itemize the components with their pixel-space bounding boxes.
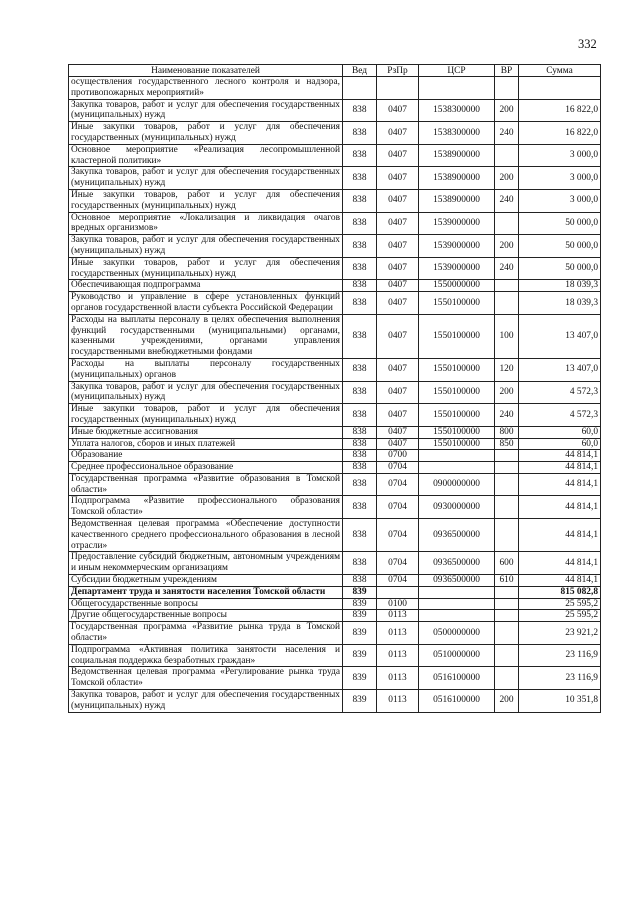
table-row bbox=[69, 598, 601, 610]
cell-csr: 1538900000 bbox=[419, 189, 495, 212]
cell-name: осуществления государственного лесного контроля и надзора, противопожарных мероприятий» bbox=[69, 77, 343, 100]
cell-sum: 16 822,0 bbox=[519, 122, 601, 145]
table-row bbox=[69, 122, 601, 145]
cell-rzpr: 0407 bbox=[377, 292, 419, 315]
cell-rzpr: 0407 bbox=[377, 99, 419, 122]
table-row bbox=[69, 212, 601, 235]
cell-rzpr: 0407 bbox=[377, 358, 419, 381]
cell-rzpr: 0704 bbox=[377, 462, 419, 474]
cell-vr: 240 bbox=[495, 404, 519, 427]
cell-csr: 1550100000 bbox=[419, 314, 495, 358]
header-rzpr: РзПр bbox=[377, 65, 419, 77]
header-name: Наименование показателей bbox=[69, 65, 343, 77]
cell-csr: 0510000000 bbox=[419, 644, 495, 667]
cell-vr: 240 bbox=[495, 189, 519, 212]
cell-csr: 1538900000 bbox=[419, 167, 495, 190]
cell-csr: 1539000000 bbox=[419, 257, 495, 280]
table-row bbox=[69, 381, 601, 404]
table-row bbox=[69, 552, 601, 575]
cell-csr: 0900000000 bbox=[419, 473, 495, 496]
cell-csr: 1539000000 bbox=[419, 212, 495, 235]
cell-ved: 838 bbox=[343, 144, 377, 167]
cell-ved: 838 bbox=[343, 280, 377, 292]
cell-vr: 200 bbox=[495, 235, 519, 258]
cell-ved: 839 bbox=[343, 586, 377, 598]
cell-name: Ведомственная целевая программа «Обеспечение доступности качественного среднего профессионального образования в лесной отрасли» bbox=[69, 519, 343, 552]
cell-vr: 610 bbox=[495, 575, 519, 587]
cell-name: Предоставление субсидий бюджетным, автономным учреждениям и иным некоммерческим организациям bbox=[69, 552, 343, 575]
cell-csr bbox=[419, 586, 495, 598]
cell-sum: 3 000,0 bbox=[519, 144, 601, 167]
cell-vr: 200 bbox=[495, 381, 519, 404]
cell-ved: 838 bbox=[343, 314, 377, 358]
cell-csr: 0936500000 bbox=[419, 519, 495, 552]
cell-rzpr: 0407 bbox=[377, 404, 419, 427]
cell-ved: 838 bbox=[343, 235, 377, 258]
cell-sum: 13 407,0 bbox=[519, 358, 601, 381]
cell-csr bbox=[419, 450, 495, 462]
cell-name: Среднее профессиональное образование bbox=[69, 462, 343, 474]
cell-rzpr: 0407 bbox=[377, 381, 419, 404]
table-row bbox=[69, 667, 601, 690]
cell-vr bbox=[495, 519, 519, 552]
cell-name: Уплата налогов, сборов и иных платежей bbox=[69, 438, 343, 450]
cell-sum: 50 000,0 bbox=[519, 257, 601, 280]
cell-sum: 44 814,1 bbox=[519, 575, 601, 587]
cell-vr bbox=[495, 292, 519, 315]
cell-csr: 0936500000 bbox=[419, 575, 495, 587]
table-row bbox=[69, 519, 601, 552]
cell-sum: 13 407,0 bbox=[519, 314, 601, 358]
table-row bbox=[69, 426, 601, 438]
table-row bbox=[69, 314, 601, 358]
table-row bbox=[69, 586, 601, 598]
cell-ved: 838 bbox=[343, 189, 377, 212]
cell-rzpr: 0700 bbox=[377, 450, 419, 462]
table-row bbox=[69, 77, 601, 100]
cell-name: Иные закупки товаров, работ и услуг для обеспечения государственных (муниципальных) нужд bbox=[69, 257, 343, 280]
cell-ved: 839 bbox=[343, 610, 377, 622]
cell-ved: 839 bbox=[343, 690, 377, 713]
cell-rzpr bbox=[377, 77, 419, 100]
cell-rzpr bbox=[377, 586, 419, 598]
cell-vr bbox=[495, 586, 519, 598]
cell-name: Руководство и управление в сфере установленных функций органов государственной власти субъекта Российской Федерации bbox=[69, 292, 343, 315]
cell-sum: 25 595,2 bbox=[519, 610, 601, 622]
table-row bbox=[69, 496, 601, 519]
table-row bbox=[69, 610, 601, 622]
cell-sum: 25 595,2 bbox=[519, 598, 601, 610]
cell-ved: 838 bbox=[343, 462, 377, 474]
budget-table bbox=[68, 64, 601, 713]
cell-name: Закупка товаров, работ и услуг для обеспечения государственных (муниципальных) нужд bbox=[69, 167, 343, 190]
cell-vr: 120 bbox=[495, 358, 519, 381]
cell-rzpr: 0407 bbox=[377, 257, 419, 280]
cell-ved: 838 bbox=[343, 99, 377, 122]
cell-csr: 1538300000 bbox=[419, 122, 495, 145]
cell-vr bbox=[495, 598, 519, 610]
cell-sum: 4 572,3 bbox=[519, 381, 601, 404]
cell-ved: 838 bbox=[343, 212, 377, 235]
cell-vr: 240 bbox=[495, 257, 519, 280]
cell-name: Общегосударственные вопросы bbox=[69, 598, 343, 610]
cell-ved: 838 bbox=[343, 381, 377, 404]
cell-csr: 1539000000 bbox=[419, 235, 495, 258]
cell-sum: 16 822,0 bbox=[519, 99, 601, 122]
cell-rzpr: 0113 bbox=[377, 690, 419, 713]
table-header-row bbox=[69, 65, 601, 77]
cell-vr bbox=[495, 610, 519, 622]
cell-rzpr: 0113 bbox=[377, 644, 419, 667]
cell-sum: 44 814,1 bbox=[519, 519, 601, 552]
page-number: 332 bbox=[578, 37, 597, 51]
cell-ved: 838 bbox=[343, 358, 377, 381]
cell-sum: 3 000,0 bbox=[519, 189, 601, 212]
cell-csr bbox=[419, 462, 495, 474]
cell-vr: 600 bbox=[495, 552, 519, 575]
cell-csr bbox=[419, 77, 495, 100]
table-row bbox=[69, 462, 601, 474]
cell-csr: 1550100000 bbox=[419, 381, 495, 404]
table-row bbox=[69, 438, 601, 450]
cell-vr: 800 bbox=[495, 426, 519, 438]
cell-vr bbox=[495, 462, 519, 474]
cell-csr: 1550000000 bbox=[419, 280, 495, 292]
cell-vr bbox=[495, 280, 519, 292]
cell-name: Основное мероприятие «Реализация лесопромышленной кластерной политики» bbox=[69, 144, 343, 167]
cell-rzpr: 0407 bbox=[377, 314, 419, 358]
cell-vr: 100 bbox=[495, 314, 519, 358]
cell-csr: 1550100000 bbox=[419, 292, 495, 315]
table-row bbox=[69, 99, 601, 122]
cell-sum: 4 572,3 bbox=[519, 404, 601, 427]
cell-rzpr: 0407 bbox=[377, 144, 419, 167]
cell-vr: 850 bbox=[495, 438, 519, 450]
table-row bbox=[69, 144, 601, 167]
cell-rzpr: 0704 bbox=[377, 473, 419, 496]
cell-sum: 50 000,0 bbox=[519, 212, 601, 235]
table-row bbox=[69, 235, 601, 258]
cell-name: Закупка товаров, работ и услуг для обеспечения государственных (муниципальных) нужд bbox=[69, 690, 343, 713]
cell-ved: 838 bbox=[343, 438, 377, 450]
cell-rzpr: 0113 bbox=[377, 622, 419, 645]
cell-name: Подпрограмма «Активная политика занятости населения и социальная поддержка безработных граждан» bbox=[69, 644, 343, 667]
cell-vr: 200 bbox=[495, 690, 519, 713]
table-row bbox=[69, 575, 601, 587]
cell-name: Закупка товаров, работ и услуг для обеспечения государственных (муниципальных) нужд bbox=[69, 381, 343, 404]
cell-sum: 23 116,9 bbox=[519, 667, 601, 690]
cell-vr bbox=[495, 144, 519, 167]
cell-vr bbox=[495, 496, 519, 519]
table-row bbox=[69, 358, 601, 381]
cell-vr: 200 bbox=[495, 99, 519, 122]
cell-name: Иные закупки товаров, работ и услуг для обеспечения государственных (муниципальных) нужд bbox=[69, 189, 343, 212]
cell-name: Закупка товаров, работ и услуг для обеспечения государственных (муниципальных) нужд bbox=[69, 99, 343, 122]
cell-ved: 839 bbox=[343, 644, 377, 667]
cell-name: Другие общегосударственные вопросы bbox=[69, 610, 343, 622]
cell-vr bbox=[495, 212, 519, 235]
cell-name: Субсидии бюджетным учреждениям bbox=[69, 575, 343, 587]
cell-csr: 0936500000 bbox=[419, 552, 495, 575]
cell-rzpr: 0113 bbox=[377, 667, 419, 690]
table-row bbox=[69, 292, 601, 315]
table-row bbox=[69, 473, 601, 496]
cell-sum: 44 814,1 bbox=[519, 552, 601, 575]
cell-ved: 839 bbox=[343, 667, 377, 690]
cell-rzpr: 0407 bbox=[377, 122, 419, 145]
cell-rzpr: 0407 bbox=[377, 167, 419, 190]
cell-ved: 838 bbox=[343, 473, 377, 496]
cell-csr: 0500000000 bbox=[419, 622, 495, 645]
header-vr: ВР bbox=[495, 65, 519, 77]
cell-csr: 1550100000 bbox=[419, 426, 495, 438]
cell-ved: 838 bbox=[343, 552, 377, 575]
cell-ved: 839 bbox=[343, 598, 377, 610]
cell-rzpr: 0407 bbox=[377, 189, 419, 212]
cell-csr bbox=[419, 610, 495, 622]
cell-name: Иные бюджетные ассигнования bbox=[69, 426, 343, 438]
cell-sum: 18 039,3 bbox=[519, 292, 601, 315]
cell-name: Расходы на выплаты персоналу государственных (муниципальных) органов bbox=[69, 358, 343, 381]
table-row bbox=[69, 450, 601, 462]
cell-ved: 838 bbox=[343, 426, 377, 438]
cell-vr bbox=[495, 622, 519, 645]
cell-ved: 838 bbox=[343, 122, 377, 145]
cell-vr bbox=[495, 77, 519, 100]
cell-ved: 838 bbox=[343, 519, 377, 552]
cell-ved: 838 bbox=[343, 575, 377, 587]
cell-sum: 23 116,9 bbox=[519, 644, 601, 667]
cell-rzpr: 0407 bbox=[377, 235, 419, 258]
cell-vr bbox=[495, 450, 519, 462]
cell-csr: 0516100000 bbox=[419, 690, 495, 713]
table-row bbox=[69, 690, 601, 713]
cell-sum: 44 814,1 bbox=[519, 462, 601, 474]
cell-rzpr: 0704 bbox=[377, 496, 419, 519]
cell-ved: 838 bbox=[343, 292, 377, 315]
table-row bbox=[69, 644, 601, 667]
cell-name: Ведомственная целевая программа «Регулирование рынка труда Томской области» bbox=[69, 667, 343, 690]
cell-ved bbox=[343, 77, 377, 100]
cell-ved: 838 bbox=[343, 450, 377, 462]
cell-ved: 838 bbox=[343, 404, 377, 427]
cell-rzpr: 0407 bbox=[377, 438, 419, 450]
cell-name: Подпрограмма «Развитие профессионального образования Томской области» bbox=[69, 496, 343, 519]
cell-vr: 240 bbox=[495, 122, 519, 145]
header-csr: ЦСР bbox=[419, 65, 495, 77]
cell-sum: 60,0 bbox=[519, 438, 601, 450]
cell-rzpr: 0704 bbox=[377, 519, 419, 552]
cell-rzpr: 0407 bbox=[377, 426, 419, 438]
cell-sum: 44 814,1 bbox=[519, 450, 601, 462]
cell-name: Основное мероприятие «Локализация и ликвидация очагов вредных организмов» bbox=[69, 212, 343, 235]
table-row bbox=[69, 189, 601, 212]
cell-sum: 815 082,8 bbox=[519, 586, 601, 598]
cell-vr bbox=[495, 473, 519, 496]
cell-sum: 44 814,1 bbox=[519, 496, 601, 519]
cell-name: Закупка товаров, работ и услуг для обеспечения государственных (муниципальных) нужд bbox=[69, 235, 343, 258]
cell-name: Расходы на выплаты персоналу в целях обеспечения выполнения функций государственными (муниципальными) органами, казенными учреждениями, органами управления государственными внебюджетными фондами bbox=[69, 314, 343, 358]
cell-rzpr: 0407 bbox=[377, 212, 419, 235]
cell-sum: 10 351,8 bbox=[519, 690, 601, 713]
cell-name: Образование bbox=[69, 450, 343, 462]
cell-name: Департамент труда и занятости населения Томской области bbox=[69, 586, 343, 598]
cell-csr: 1550100000 bbox=[419, 438, 495, 450]
cell-ved: 838 bbox=[343, 257, 377, 280]
header-sum: Сумма bbox=[519, 65, 601, 77]
cell-csr bbox=[419, 598, 495, 610]
cell-csr: 1538300000 bbox=[419, 99, 495, 122]
table-row bbox=[69, 257, 601, 280]
table-row bbox=[69, 404, 601, 427]
cell-vr bbox=[495, 644, 519, 667]
cell-name: Обеспечивающая подпрограмма bbox=[69, 280, 343, 292]
cell-name: Иные закупки товаров, работ и услуг для обеспечения государственных (муниципальных) нужд bbox=[69, 404, 343, 427]
cell-csr: 0930000000 bbox=[419, 496, 495, 519]
cell-ved: 839 bbox=[343, 622, 377, 645]
cell-rzpr: 0407 bbox=[377, 280, 419, 292]
table-row bbox=[69, 622, 601, 645]
cell-csr: 1538900000 bbox=[419, 144, 495, 167]
cell-name: Государственная программа «Развитие образования в Томской области» bbox=[69, 473, 343, 496]
cell-vr bbox=[495, 667, 519, 690]
cell-rzpr: 0704 bbox=[377, 575, 419, 587]
cell-sum: 23 921,2 bbox=[519, 622, 601, 645]
cell-rzpr: 0113 bbox=[377, 610, 419, 622]
cell-sum: 44 814,1 bbox=[519, 473, 601, 496]
cell-sum: 18 039,3 bbox=[519, 280, 601, 292]
cell-sum bbox=[519, 77, 601, 100]
cell-csr: 0516100000 bbox=[419, 667, 495, 690]
cell-rzpr: 0704 bbox=[377, 552, 419, 575]
cell-ved: 838 bbox=[343, 167, 377, 190]
cell-name: Государственная программа «Развитие рынка труда в Томской области» bbox=[69, 622, 343, 645]
cell-csr: 1550100000 bbox=[419, 404, 495, 427]
cell-sum: 3 000,0 bbox=[519, 167, 601, 190]
cell-vr: 200 bbox=[495, 167, 519, 190]
header-ved: Вед bbox=[343, 65, 377, 77]
cell-rzpr: 0100 bbox=[377, 598, 419, 610]
cell-csr: 1550100000 bbox=[419, 358, 495, 381]
cell-ved: 838 bbox=[343, 496, 377, 519]
table-row bbox=[69, 167, 601, 190]
table-row bbox=[69, 280, 601, 292]
cell-sum: 60,0 bbox=[519, 426, 601, 438]
cell-sum: 50 000,0 bbox=[519, 235, 601, 258]
cell-name: Иные закупки товаров, работ и услуг для обеспечения государственных (муниципальных) нужд bbox=[69, 122, 343, 145]
